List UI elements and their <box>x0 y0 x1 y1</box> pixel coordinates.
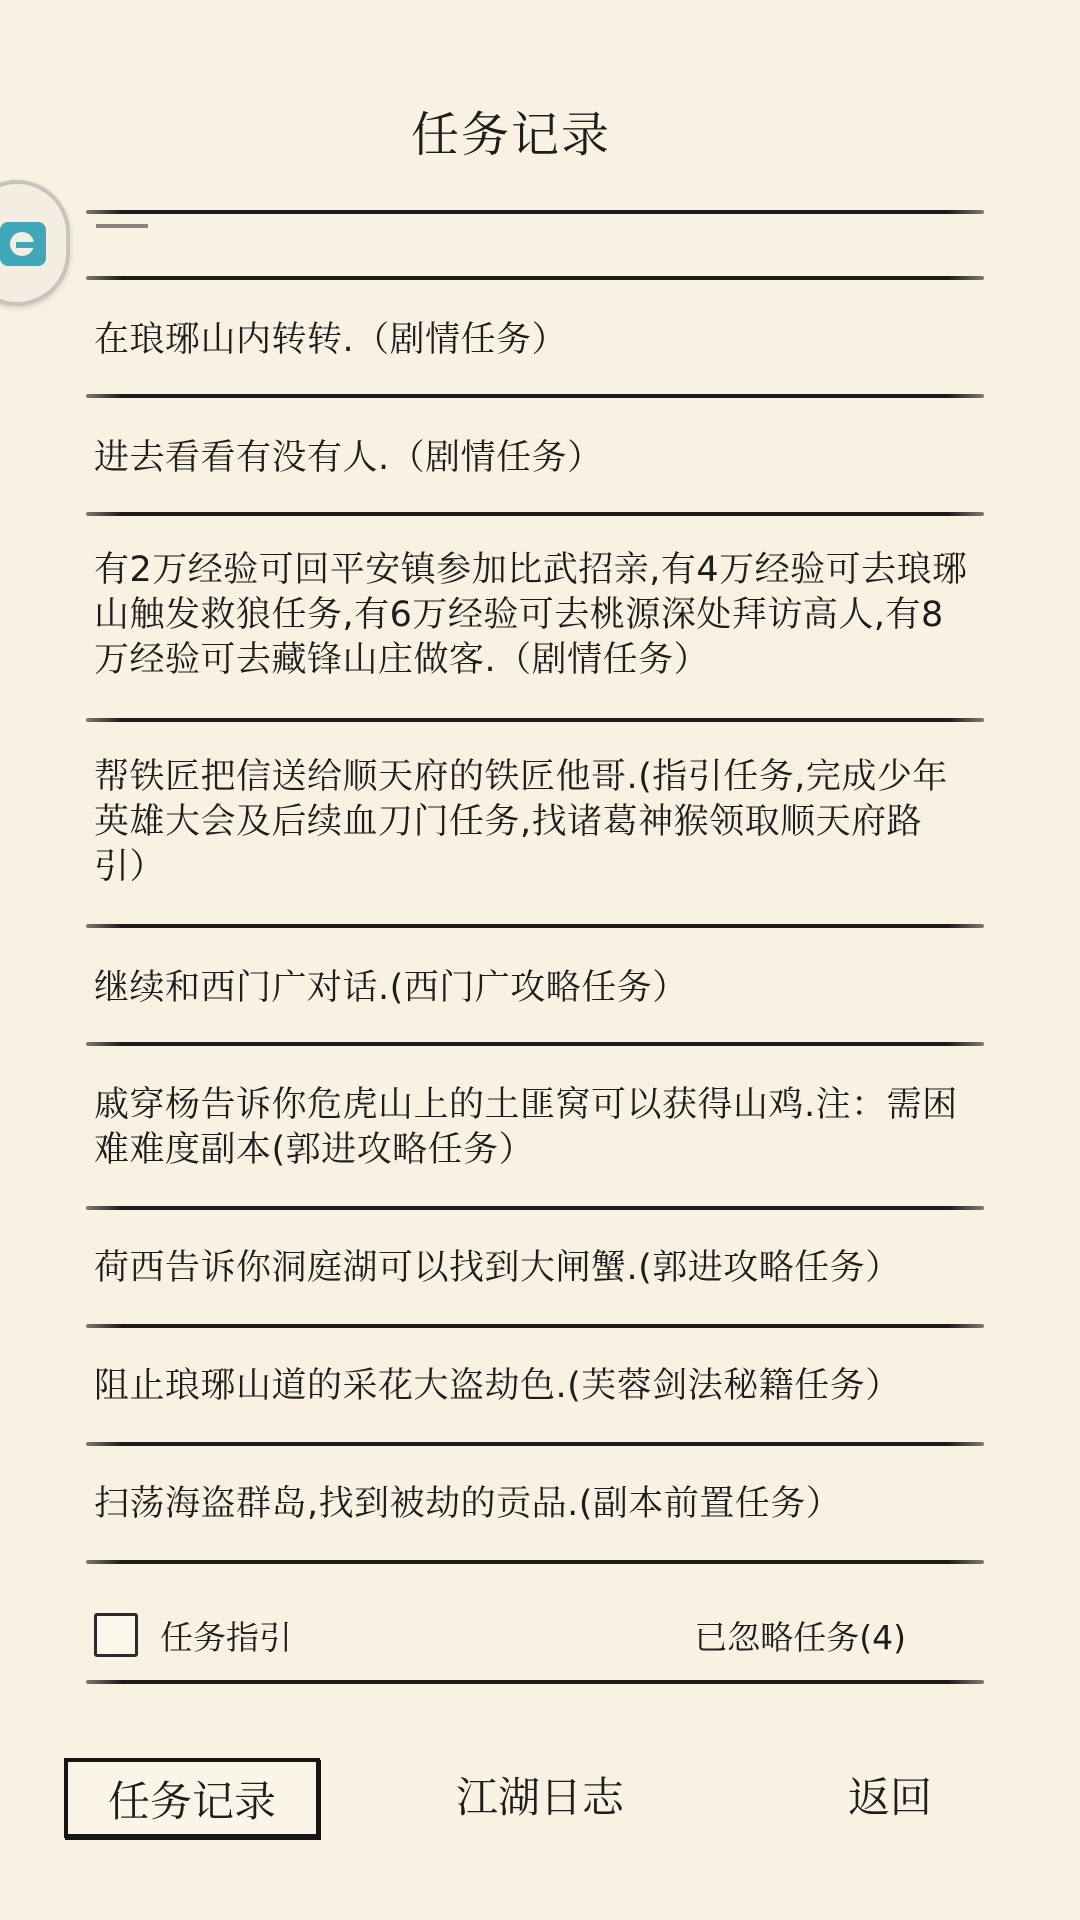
divider <box>86 1324 984 1328</box>
task-guide-label[interactable]: 任务指引 <box>160 1617 292 1657</box>
task-item[interactable]: 继续和西门广对话.(西门广攻略任务） <box>94 967 688 1008</box>
task-item[interactable]: 在琅琊山内转转.（剧情任务） <box>94 319 568 360</box>
divider <box>86 1442 984 1446</box>
divider <box>86 276 984 280</box>
page-title: 任务记录 <box>410 107 611 163</box>
divider <box>86 718 984 722</box>
divider <box>86 1680 984 1684</box>
divider <box>86 394 984 398</box>
task-item[interactable]: 帮铁匠把信送给顺天府的铁匠他哥.(指引任务,完成少年英雄大会及后续血刀门任务,找诸葛神猴领取顺天府路引） <box>94 756 948 887</box>
floating-assistant-button[interactable] <box>0 180 70 306</box>
app-logo-icon <box>0 222 46 266</box>
divider <box>86 1206 984 1210</box>
task-item[interactable]: 阻止琅琊山道的采花大盗劫色.(芙蓉剑法秘籍任务） <box>94 1365 901 1406</box>
tab-task-records[interactable]: 任务记录 <box>64 1758 320 1838</box>
task-item[interactable]: 扫荡海盗群岛,找到被劫的贡品.(副本前置任务） <box>94 1483 842 1524</box>
divider <box>86 924 984 928</box>
clipped-task-text <box>96 218 196 232</box>
divider <box>86 1042 984 1046</box>
back-button[interactable]: 返回 <box>847 1773 932 1822</box>
task-guide-checkbox[interactable] <box>94 1613 138 1657</box>
task-item[interactable]: 荷西告诉你洞庭湖可以找到大闸蟹.(郭进攻略任务） <box>94 1247 901 1288</box>
task-item[interactable]: 进去看看有没有人.（剧情任务） <box>94 437 603 478</box>
task-item[interactable]: 有2万经验可回平安镇参加比武招亲,有4万经验可去琅琊山触发救狼任务,有6万经验可去桃源深处拜访高人,有8万经验可去藏锋山庄做客.（剧情任务） <box>94 549 968 680</box>
divider <box>86 210 984 214</box>
tab-jianghu-journal[interactable]: 江湖日志 <box>455 1773 624 1822</box>
task-options-row <box>94 1605 974 1665</box>
task-item[interactable]: 戚穿杨告诉你危虎山上的土匪窝可以获得山鸡.注：需困难难度副本(郭进攻略任务） <box>94 1085 958 1170</box>
ignored-tasks-link[interactable]: 已忽略任务(4) <box>694 1617 906 1657</box>
divider <box>86 1560 984 1564</box>
divider <box>86 512 984 516</box>
